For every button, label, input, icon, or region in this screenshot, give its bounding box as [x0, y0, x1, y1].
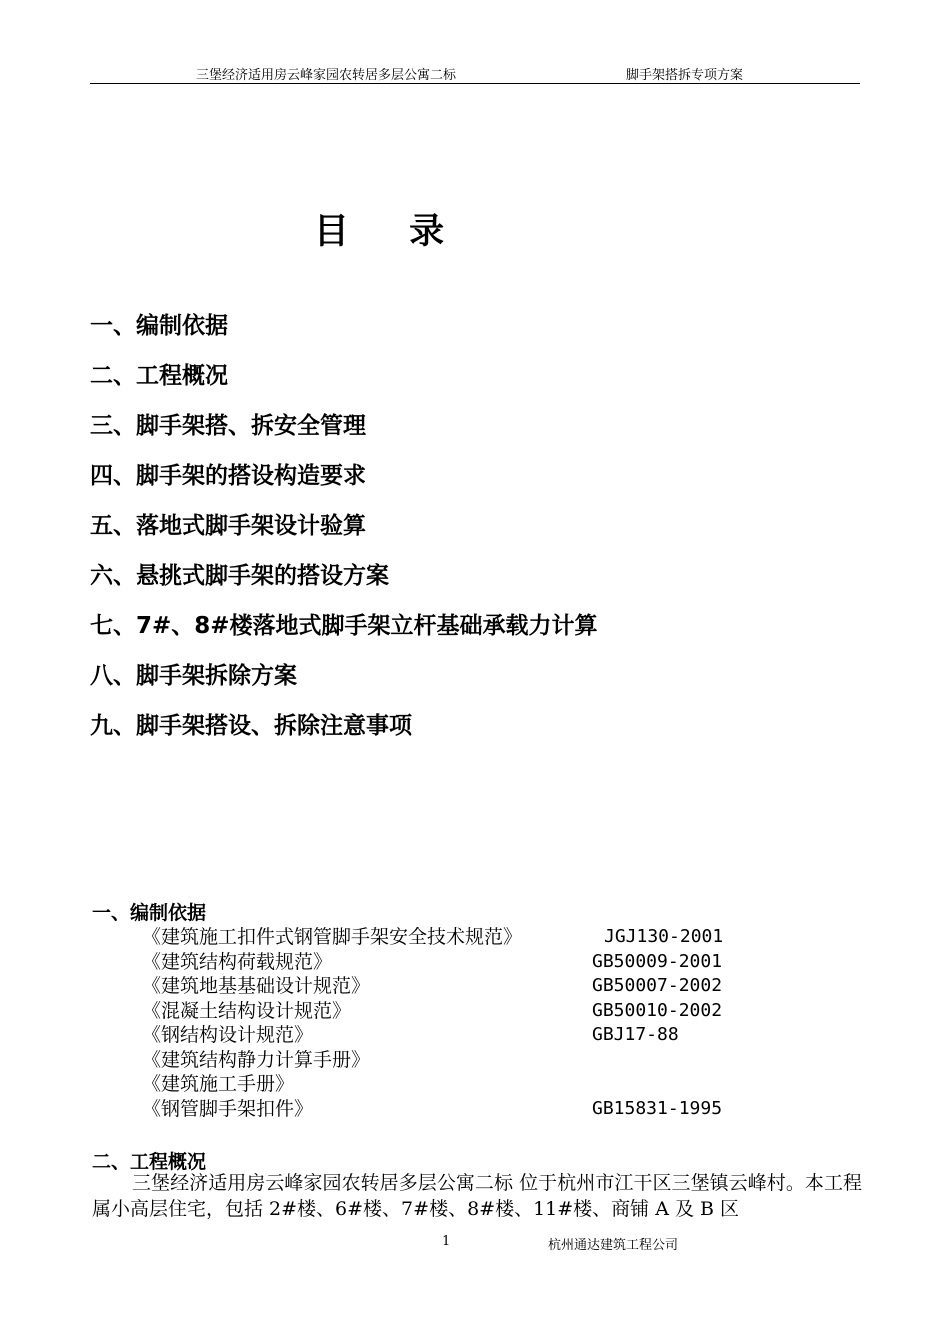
reference-item — [142, 1048, 792, 1073]
header-document-title: 脚手架搭拆专项方案 — [626, 68, 744, 83]
toc-title: 目 录 — [313, 211, 447, 252]
reference-item — [142, 1097, 792, 1122]
page-header — [92, 64, 860, 84]
toc-item-5[interactable]: 五、落地式脚手架设计验算 — [90, 513, 366, 539]
reference-title: 《建筑地基基础设计规范》 — [142, 975, 371, 997]
overview-paragraph: 三堡经济适用房云峰家园农转居多层公寓二标 位于杭州市江干区三堡镇云峰村。本工程属小高层住宅，包括 2#楼、6#楼、7#楼、8#楼、11#楼、商铺 A 及 B 区 — [92, 1172, 862, 1220]
toc-item-7[interactable]: 七、7#、8#楼落地式脚手架立杆基础承载力计算 — [90, 613, 598, 639]
reference-title: 《建筑结构静力计算手册》 — [142, 1048, 371, 1071]
reference-list — [142, 925, 792, 1121]
toc-item-6[interactable]: 六、悬挑式脚手架的搭设方案 — [90, 563, 389, 589]
reference-code: GB50007-2002 — [592, 975, 723, 996]
header-project-title: 三堡经济适用房云峰家园农转居多层公寓二标 — [196, 68, 457, 83]
reference-item — [142, 950, 792, 975]
toc-item-1[interactable]: 一、编制依据 — [90, 313, 228, 339]
section-heading-basis: 一、编制依据 — [92, 902, 207, 924]
reference-title: 《建筑施工扣件式钢管脚手架安全技术规范》 — [142, 926, 523, 948]
header-divider — [90, 83, 860, 84]
reference-title: 《建筑结构荷载规范》 — [142, 950, 333, 973]
reference-item — [142, 1023, 792, 1048]
reference-code: GB50010-2002 — [592, 999, 723, 1021]
footer-company: 杭州通达建筑工程公司 — [548, 1238, 679, 1253]
table-of-contents — [90, 306, 598, 756]
reference-title: 《建筑施工手册》 — [142, 1073, 295, 1095]
reference-code: GBJ17-88 — [592, 1024, 679, 1045]
toc-item-3[interactable]: 三、脚手架搭、拆安全管理 — [90, 413, 366, 439]
reference-title: 《钢管脚手架扣件》 — [142, 1097, 314, 1120]
reference-code: GB15831-1995 — [592, 1097, 723, 1119]
page-number: 1 — [442, 1234, 451, 1249]
toc-item-2[interactable]: 二、工程概况 — [90, 363, 228, 389]
reference-item — [142, 974, 792, 999]
toc-item-8[interactable]: 八、脚手架拆除方案 — [90, 663, 297, 689]
reference-title: 《混凝土结构设计规范》 — [142, 999, 352, 1022]
reference-title: 《钢结构设计规范》 — [142, 1024, 314, 1046]
reference-item — [142, 1072, 792, 1097]
reference-item — [142, 925, 792, 950]
section-heading-overview: 二、工程概况 — [92, 1151, 207, 1173]
toc-item-4[interactable]: 四、脚手架的搭设构造要求 — [90, 463, 366, 489]
reference-code: GB50009-2001 — [592, 950, 723, 972]
toc-item-9[interactable]: 九、脚手架搭设、拆除注意事项 — [90, 713, 412, 739]
reference-code: JGJ130-2001 — [604, 926, 724, 947]
reference-item — [142, 999, 792, 1024]
